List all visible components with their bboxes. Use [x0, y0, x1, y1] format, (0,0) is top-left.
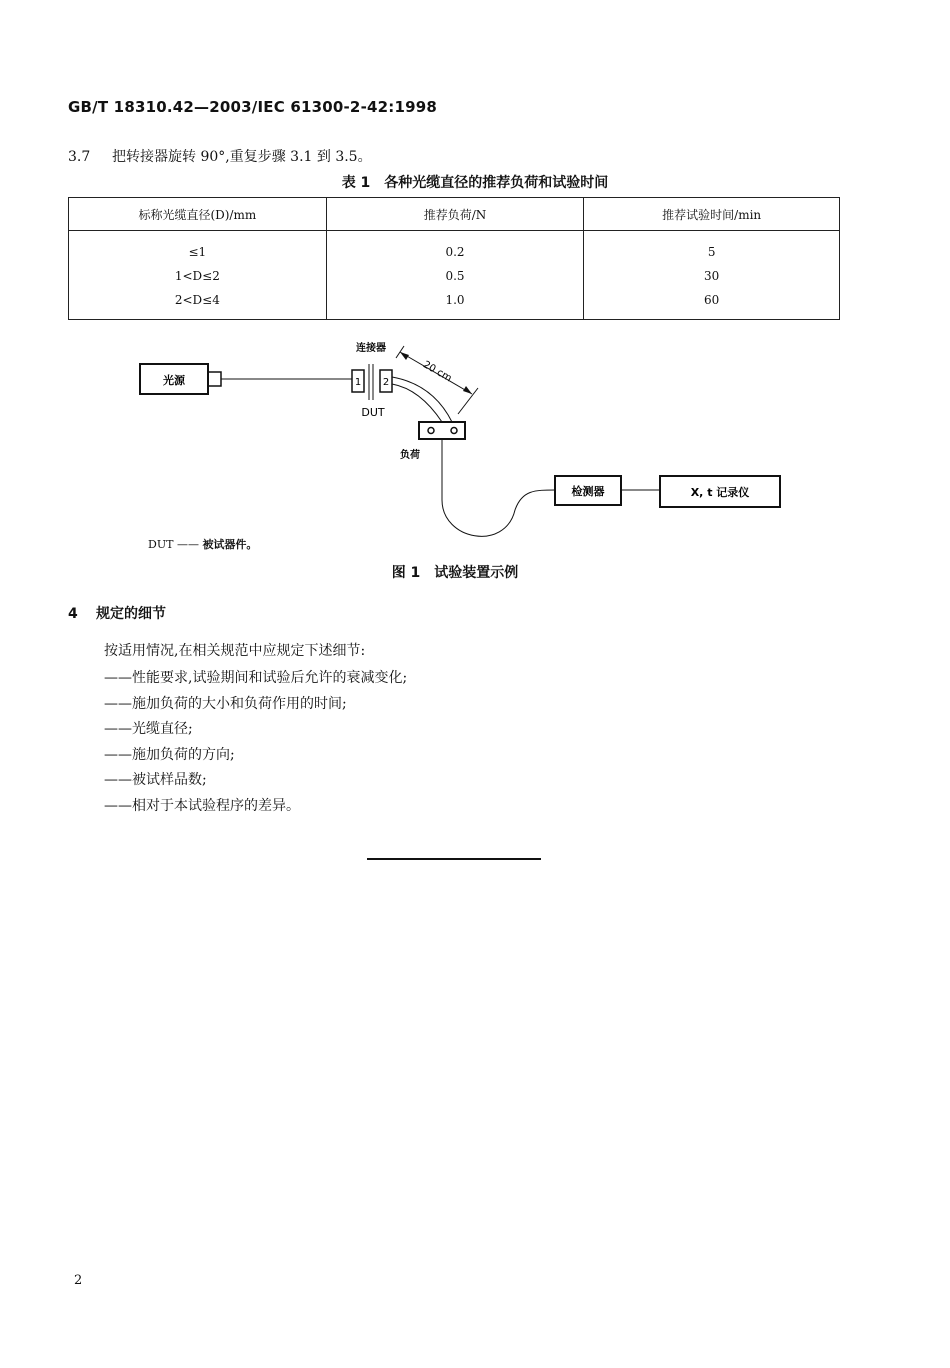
list-item: ——光缆直径; — [104, 721, 193, 737]
clause-text: 把转接器旋转 90°,重复步骤 3.1 到 3.5。 — [112, 149, 372, 165]
light-source-port — [208, 372, 221, 386]
section-4-heading — [68, 603, 166, 623]
dut-legend — [148, 536, 257, 552]
connector-label: 连接器 — [356, 343, 386, 354]
clause-3-7 — [68, 146, 372, 166]
legend-dash: —— — [176, 538, 199, 551]
table-row — [69, 288, 840, 320]
load-label: 负荷 — [400, 450, 420, 461]
section-number: 4 — [68, 606, 78, 622]
detector-label: 检测器 — [571, 485, 605, 498]
list-item: ——相对于本试验程序的差异。 — [104, 797, 300, 814]
column-header-time: 推荐试验时间/min — [584, 198, 840, 231]
dut-label: DUT — [361, 406, 385, 419]
port-1-label: 1 — [354, 377, 362, 388]
table-row — [69, 231, 840, 265]
list-item: ——被试样品数; — [104, 772, 207, 788]
cell-diameter: 2<D≤4 — [69, 288, 327, 320]
figure-title: 图 1 试验装置示例 — [391, 565, 519, 581]
page-number: 2 — [74, 1273, 83, 1288]
details-list — [104, 666, 407, 819]
recommended-load-table — [68, 197, 840, 320]
column-header-load: 推荐负荷/N — [326, 198, 584, 231]
clause-number: 3.7 — [68, 149, 91, 165]
list-item: ——施加负荷的方向; — [104, 746, 235, 763]
document-code: GB/T 18310.42—2003/IEC 61300-2-42:1998 — [68, 98, 438, 116]
cell-load: 0.2 — [326, 231, 584, 265]
dimension-arrow-end — [463, 386, 472, 394]
recorder-label: X, t 记录仪 — [690, 486, 750, 499]
column-header-diameter: 标称光缆直径(D)/mm — [69, 198, 327, 231]
test-setup-diagram — [0, 330, 950, 555]
section-title: 规定的细节 — [96, 606, 166, 622]
cell-diameter: ≤1 — [69, 231, 327, 265]
extension-line-start — [396, 346, 404, 358]
distance-label: 20 cm — [421, 359, 454, 385]
cell-load: 1.0 — [326, 288, 584, 320]
table-header-row — [69, 198, 840, 231]
cell-time: 5 — [584, 231, 840, 265]
section-intro: 按适用情况,在相关规范中应规定下述细节: — [104, 643, 366, 659]
port-2-label: 2 — [382, 377, 390, 388]
cell-diameter: 1<D≤2 — [69, 264, 327, 288]
load-hole-left — [428, 428, 434, 434]
legend-text: 被试器件。 — [202, 538, 258, 551]
table-title: 表 1 各种光缆直径的推荐负荷和试验时间 — [341, 175, 609, 191]
table-row — [69, 264, 840, 288]
light-source-label: 光源 — [163, 374, 185, 387]
load-hole-right — [451, 428, 457, 434]
dimension-arrow-start — [400, 352, 409, 360]
end-divider — [367, 858, 541, 860]
cell-time: 60 — [584, 288, 840, 320]
list-item: ——施加负荷的大小和负荷作用的时间; — [104, 695, 347, 712]
cell-load: 0.5 — [326, 264, 584, 288]
cell-time: 30 — [584, 264, 840, 288]
list-item: ——性能要求,试验期间和试验后允许的衰减变化; — [104, 670, 408, 686]
legend-term: DUT — [148, 538, 174, 551]
fiber-lower — [392, 384, 442, 422]
output-fiber — [442, 439, 555, 536]
load-block — [419, 422, 465, 439]
